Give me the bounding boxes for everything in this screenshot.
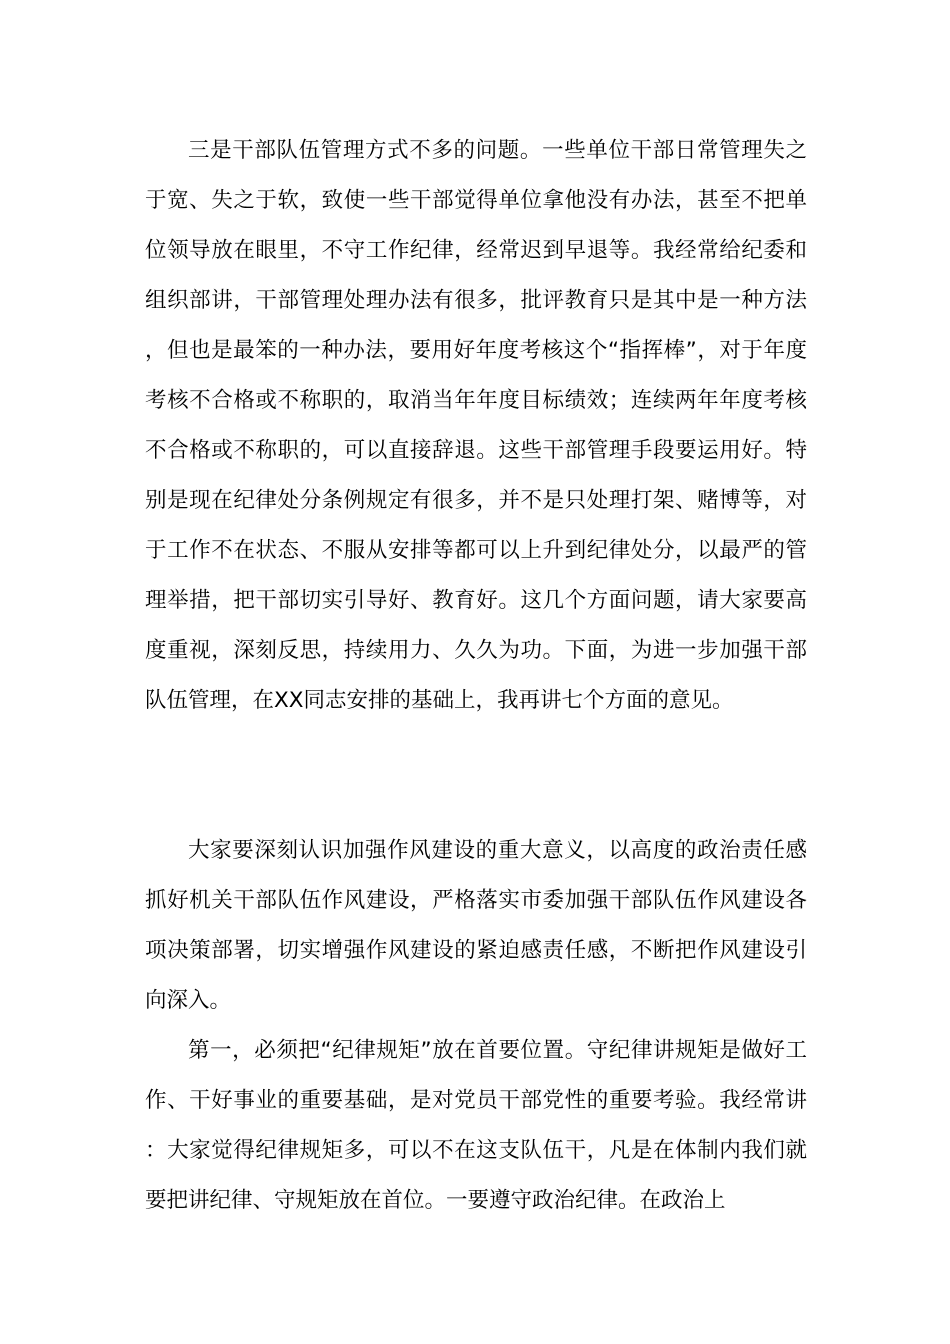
paragraph-spacer: [145, 726, 807, 776]
paragraph-spacer: [145, 776, 807, 826]
document-body: [145, 126, 807, 1226]
paragraph-work-style-significance: 大家要深刻认识加强作风建设的重大意义，以高度的政治责任感抓好机关干部队伍作风建设，严格落实市委加强干部队伍作风建设各项决策部署，切实增强作风建设的紧迫感责任感，不断把作风建设引向深入。: [145, 838, 807, 1013]
paragraph-cadre-management-issue: 三是干部队伍管理方式不多的问题。一些单位干部日常管理失之于宽、失之于软，致使一些干部觉得单位拿他没有办法，甚至不把单位领导放在眼里，不守工作纪律，经常迟到早退等。我经常给纪委和组织部讲，干部管理处理办法有很多，批评教育只是其中是一种方法，但也是最笨的一种办法，要用好年度考核这个“指挥棒”，对于年度考核不合格或不称职的，取消当年年度目标绩效；连续两年年度考核不合格或不称职的，可以直接辞退。这些干部管理手段要运用好。特别是现在纪律处分条例规定有很多，并不是只处理打架、赌博等，对于工作不在状态、不服从安排等都可以上升到纪律处分，以最严的管理举措，把干部切实引导好、教育好。这几个方面问题，请大家要高度重视，深刻反思，持续用力、久久为功。下面，为进一步加强干部队伍管理，在XX同志安排的基础上，我再讲七个方面的意见。: [145, 138, 807, 713]
paragraph-first-discipline-rules: 第一，必须把“纪律规矩”放在首要位置。守纪律讲规矩是做好工作、干好事业的重要基础，是对党员干部党性的重要考验。我经常讲：大家觉得纪律规矩多，可以不在这支队伍干，凡是在体制内我们就要把讲纪律、守规矩放在首位。一要遵守政治纪律。在政治上: [145, 1038, 807, 1213]
